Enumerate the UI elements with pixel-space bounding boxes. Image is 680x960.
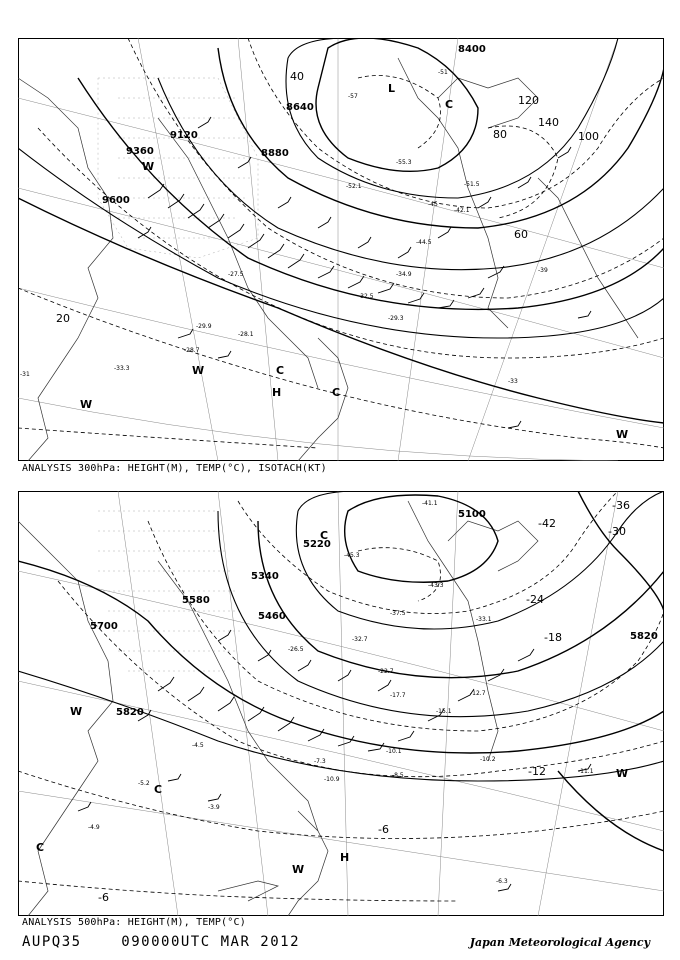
isotach-label: 100: [578, 130, 599, 143]
temp-label: -52.1: [346, 183, 362, 190]
height-label: 5700: [90, 621, 118, 632]
height-label: 8880: [261, 148, 289, 159]
isotherms-500: [18, 491, 664, 901]
temp-label: -4.9: [88, 824, 100, 831]
height-label: 9360: [126, 146, 154, 157]
temp-label: -37.5: [390, 610, 406, 617]
temp-label: -51.5: [464, 181, 480, 188]
isotach-label: 120: [518, 94, 539, 107]
isotach-label: 40: [290, 70, 304, 83]
isotherm-label: -24: [526, 593, 544, 606]
temp-label: -34.9: [396, 271, 412, 278]
cold-symbol: C: [276, 364, 285, 377]
temp-label: -29.3: [388, 315, 404, 322]
caption-500hpa: ANALYSIS 500hPa: HEIGHT(M), TEMP(°C): [22, 917, 246, 928]
temp-label: -55.3: [396, 159, 412, 166]
cold-symbol: C: [36, 841, 45, 854]
map-300hpa-svg: [18, 38, 664, 461]
agency-name: Japan Meteorological Agency: [469, 936, 650, 949]
height-contours-500: [18, 491, 664, 851]
temp-label: -8.5: [392, 772, 404, 779]
high-symbol: H: [272, 386, 282, 399]
isotherm-label: -12: [528, 765, 546, 778]
temp-label: -15.1: [436, 708, 452, 715]
height-label: 9600: [102, 195, 130, 206]
temp-label: -5.2: [138, 780, 150, 787]
temp-label: -41.1: [422, 500, 438, 507]
temp-label: -45.3: [344, 552, 360, 559]
temp-label: -39: [538, 267, 548, 274]
isotherm-label: -18: [544, 631, 562, 644]
temp-label: -17.7: [390, 692, 406, 699]
isotherm-label: -6: [378, 823, 389, 836]
isotherm-label: -42: [538, 517, 556, 530]
temp-labels-500: [88, 499, 630, 904]
height-label: 5820: [630, 631, 658, 642]
warm-symbol: W: [616, 428, 629, 441]
temp-label: -10.9: [324, 776, 340, 783]
temp-label: -31: [20, 371, 30, 378]
warm-symbol: W: [192, 364, 205, 377]
temp-label: -26.5: [288, 646, 304, 653]
temp-label: -28.7: [184, 347, 200, 354]
chart-id: AUPQ35: [22, 934, 82, 950]
height-label: 8640: [286, 102, 314, 113]
isotach-label: 80: [493, 128, 507, 141]
temp-label: -32.5: [358, 293, 374, 300]
temp-label: -3.9: [208, 804, 220, 811]
wind-barbs-500: [78, 630, 591, 891]
temp-label: -43.3: [428, 582, 444, 589]
temp-label: -27.5: [228, 271, 244, 278]
isotach-label: 20: [56, 312, 70, 325]
temp-label: -10.1: [386, 748, 402, 755]
temp-label: -10.2: [480, 756, 496, 763]
isotherm-label: -30: [608, 525, 626, 538]
cold-symbol: C: [332, 386, 341, 399]
caption-300hpa: ANALYSIS 300hPa: HEIGHT(M), TEMP(°C), ISOTACH(KT): [22, 463, 327, 474]
temp-label: -6.3: [496, 878, 508, 885]
temp-label: -4.5: [192, 742, 204, 749]
high-symbol: H: [340, 851, 350, 864]
temp-label: -57: [348, 93, 358, 100]
hatched-area-500: [98, 511, 243, 671]
temp-label: -12.7: [470, 690, 486, 697]
isotherm-label: -36: [612, 499, 630, 512]
map-panel-300hpa: [18, 38, 664, 461]
height-label: 8400: [458, 44, 486, 55]
temp-label: -51: [438, 69, 448, 76]
height-label: 9120: [170, 130, 198, 141]
symbols-500: [36, 529, 628, 876]
warm-symbol: W: [142, 160, 155, 173]
cold-symbol: C: [445, 98, 454, 111]
chart-identifier: [22, 934, 300, 950]
height-label: 5220: [303, 539, 331, 550]
temp-label: -44.5: [416, 239, 432, 246]
temp-label: -45: [428, 201, 438, 208]
isotach-label: 140: [538, 116, 559, 129]
low-symbol: L: [388, 82, 396, 95]
warm-symbol: W: [292, 863, 305, 876]
map-500hpa-svg: [18, 491, 664, 916]
isotherm-label: -6: [98, 891, 109, 904]
cold-symbol: C: [154, 783, 163, 796]
temp-label: -33.3: [114, 365, 130, 372]
temp-label: -29.9: [196, 323, 212, 330]
hatched-area-300: [98, 78, 258, 258]
height-label: 5100: [458, 509, 486, 520]
temp-label: -42.1: [454, 207, 470, 214]
chart-datetime: 090000UTC MAR 2012: [121, 934, 301, 950]
height-labels-500: [90, 509, 658, 718]
temp-label: -33: [508, 378, 518, 385]
warm-symbol: W: [80, 398, 93, 411]
height-label: 5340: [251, 571, 279, 582]
temp-label: -22.7: [378, 668, 394, 675]
height-label: 5820: [116, 707, 144, 718]
temp-label: -11.1: [578, 768, 594, 775]
cold-symbol: C: [320, 529, 329, 542]
warm-symbol: W: [70, 705, 83, 718]
coastline-500: [18, 501, 538, 916]
temp-label: -7.3: [314, 758, 326, 765]
temp-label: -28.1: [238, 331, 254, 338]
graticule-300: [18, 38, 664, 461]
isotach-label: 60: [514, 228, 528, 241]
symbols-300: [80, 82, 628, 441]
height-label: 5580: [182, 595, 210, 606]
map-panel-500hpa: [18, 491, 664, 916]
temp-label: -33.1: [476, 616, 492, 623]
warm-symbol: W: [616, 767, 629, 780]
height-label: 5460: [258, 611, 286, 622]
temp-label: -32.7: [352, 636, 368, 643]
